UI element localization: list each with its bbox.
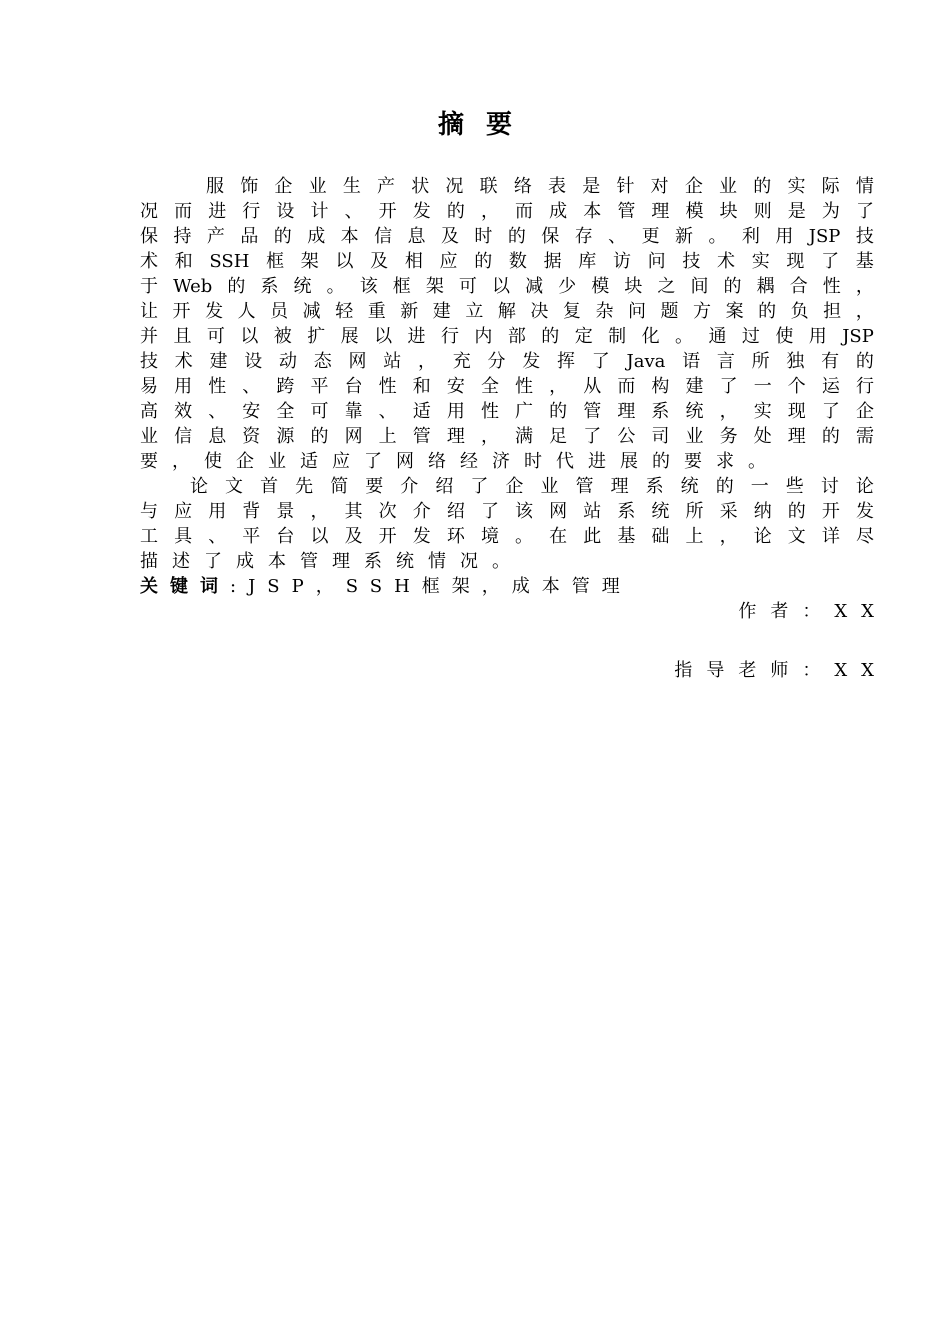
paragraph-line: 易 用 性 、 跨 平 台 性 和 安 全 性 ， 从 而 构 建 了 一 个 运 行 [140, 376, 874, 397]
paragraph-line: 服 饰 企 业 生 产 状 况 联 络 表 是 针 对 企 业 的 实 际 情 [206, 176, 874, 197]
keywords-label: 关键词 [140, 576, 230, 597]
paragraph-line: 高 效 、 安 全 可 靠 、 适 用 性 广 的 管 理 系 统 ， 实 现 了 企 [140, 401, 874, 422]
abstract-paragraphs [140, 174, 874, 574]
paragraph-line: 工 具 、 平 台 以 及 开 发 环 境 。 在 此 基 础 上 ， 论 文 详 尽 [140, 526, 874, 547]
paragraph-line: 并 且 可 以 被 扩 展 以 进 行 内 部 的 定 制 化 。 通 过 使 用 JSP [140, 326, 874, 347]
paragraph-line: 论 文 首 先 简 要 介 绍 了 企 业 管 理 系 统 的 一 些 讨 论 [190, 476, 874, 497]
paragraph-line: 保 持 产 品 的 成 本 信 息 及 时 的 保 存 、 更 新 。 利 用 JSP 技 [140, 226, 874, 247]
keywords-line [140, 574, 874, 599]
author-line [140, 599, 888, 624]
keywords-text: :JSP，SSH框架，成本管理 [230, 576, 632, 597]
paragraph-line: 技 术 建 设 动 态 网 站 ， 充 分 发 挥 了 Java 语 言 所 独 有 的 [140, 351, 874, 372]
paragraph-line: 让 开 发 人 员 减 轻 重 新 建 立 解 决 复 杂 问 题 方 案 的 负 担 ， [140, 301, 874, 322]
page-title: 摘要 [437, 110, 534, 140]
paragraph-line: 描 述 了 成 本 管 理 系 统 情 况 。 [140, 551, 510, 572]
paragraph-line: 术 和 SSH 框 架 以 及 相 应 的 数 据 库 访 问 技 术 实 现 了 基 [140, 251, 874, 272]
advisor-text: 指导老师：XX [674, 660, 888, 681]
paragraph-line: 与 应 用 背 景 ， 其 次 介 绍 了 该 网 站 系 统 所 采 纳 的 开 发 [140, 501, 874, 522]
paragraph-line: 况 而 进 行 设 计 、 开 发 的 ， 而 成 本 管 理 模 块 则 是 为 了 [140, 201, 874, 222]
paragraph-line: 于 Web 的 系 统 。 该 框 架 可 以 减 少 模 块 之 间 的 耦 合 性 ， [140, 276, 874, 297]
author-text: 作者：XX [738, 601, 888, 622]
abstract-body [140, 174, 888, 683]
paragraph-line: 业 信 息 资 源 的 网 上 管 理 ， 满 足 了 公 司 业 务 处 理 的 需 [140, 426, 874, 447]
advisor-line [140, 658, 888, 683]
paragraph-line: 要 ， 使 企 业 适 应 了 网 络 经 济 时 代 进 展 的 要 求 。 [140, 451, 766, 472]
